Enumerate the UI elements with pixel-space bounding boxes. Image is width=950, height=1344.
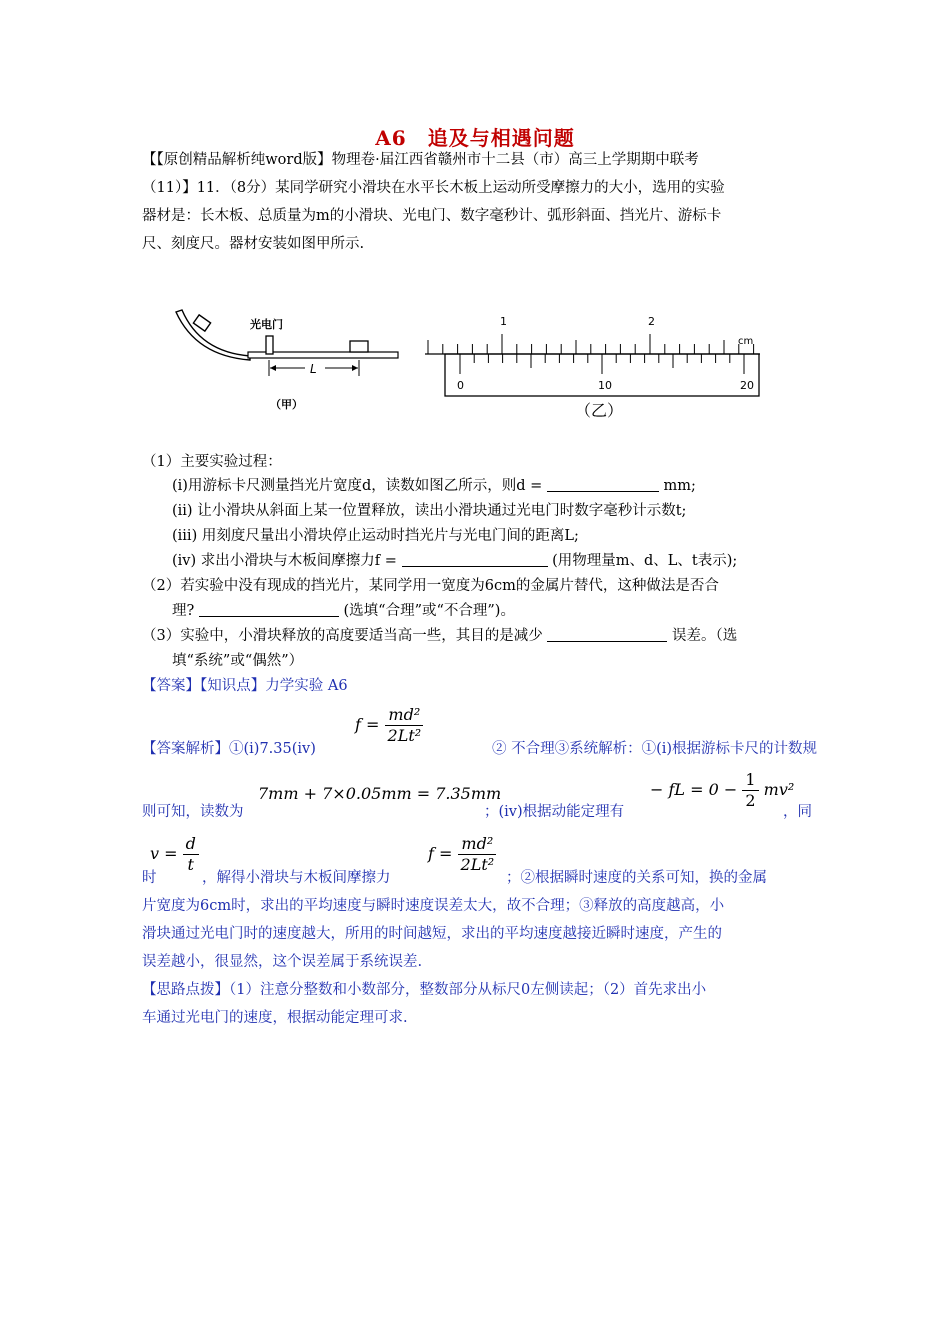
fraction	[183, 834, 199, 875]
formula-reading: 7mm + 7×0.05mm = 7.35mm	[258, 784, 502, 803]
fraction-denominator: 2Lt²	[387, 726, 422, 745]
formula-f-lhs: f =	[355, 715, 380, 734]
answer-line-2-pre: 则可知，读数为	[142, 804, 244, 820]
tips-line-1	[142, 978, 706, 999]
q1-heading: （1）主要实验过程：	[142, 454, 282, 470]
intro-line-4: 尺、刻度尺。器材安装如图甲所示.	[142, 236, 365, 252]
q3-line-2: 填“系统”或“偶然”）	[172, 653, 304, 669]
answer-line-3-post: ；②根据瞬时速度的关系可知，换的金属	[506, 870, 767, 886]
q3-line-1	[142, 624, 737, 645]
fraction-denominator: t	[187, 855, 194, 874]
tips-line-2: 车通过光电门的速度，根据动能定理可求.	[142, 1010, 408, 1026]
intro-line-1: 【【原创精品解析纯word版】物理卷·届江西省赣州市十二县（市）高三上学期期中联考	[142, 152, 699, 168]
answer-line-1b: ② 不合理③系统解析：①(i)根据游标卡尺的计数规	[492, 741, 818, 757]
answer-blank-error	[547, 625, 667, 642]
q2-text: 理?	[172, 603, 195, 619]
unit-label: cm	[738, 336, 754, 347]
main-scale-1: 1	[500, 315, 507, 328]
answer-line-3-pre: 时	[142, 870, 157, 886]
q1-iv-text: (iv) 求出小滑块与木板间摩擦力f =	[172, 553, 397, 569]
velocity-lhs: v =	[150, 844, 178, 863]
analysis-label: 【答案解析】	[142, 741, 229, 757]
intro-line-3: 器材是：长木板、总质量为m的小滑块、光电门、数字毫秒计、弧形斜面、挡光片、游标卡	[142, 208, 722, 224]
answer-blank-reasonable	[199, 600, 339, 617]
q3-tail: 误差。（选	[671, 628, 738, 644]
q2-line-2	[172, 599, 515, 620]
fraction-denominator: 2	[745, 791, 756, 810]
answer-line-2-mid: ；(iv)根据动能定理有	[484, 804, 625, 820]
fraction-numerator: md²	[458, 834, 496, 855]
answer-line-5: 滑块通过光电门时的速度越大，所用的时间越短，求出的平均速度越接近瞬时速度，产生的	[142, 926, 722, 942]
fraction-denominator: 2Lt²	[460, 855, 495, 874]
answer-line-2-post: ，同	[783, 804, 812, 820]
fraction-numerator: d	[183, 834, 199, 855]
q1-iii: (iii) 用刻度尺量出小滑块停止运动时挡光片与光电门间的距离L;	[172, 528, 579, 544]
experiment-figure	[170, 300, 770, 430]
fraction-numerator: 1	[742, 770, 758, 791]
q1-i	[172, 474, 696, 495]
photogate-label: 光电门	[250, 318, 283, 331]
q1-iv	[172, 549, 737, 570]
main-scale-2: 2	[648, 315, 655, 328]
formula-f-lhs: f =	[428, 844, 453, 863]
q2-note: (选填“合理”或“不合理”)。	[343, 603, 515, 619]
energy-rhs: mv²	[763, 780, 795, 799]
formula-friction-bottom	[428, 834, 497, 875]
length-label: L	[310, 362, 317, 376]
vernier-label-0: 0	[457, 379, 464, 392]
formula-energy	[650, 770, 794, 811]
vernier-label-10: 10	[598, 379, 612, 392]
answer-line-6: 误差越小，很显然，这个误差属于系统误差.	[142, 954, 423, 970]
formula-velocity	[150, 834, 199, 875]
fraction	[742, 770, 758, 811]
answer-line-3-mid: ，解得小滑块与木板间摩擦力	[202, 870, 391, 886]
tips-label: 【思路点拨】	[142, 982, 229, 998]
q3-text: （3）实验中，小滑块释放的高度要适当高一些，其目的是减少	[142, 628, 543, 644]
q1-i-text: (i)用游标卡尺测量挡光片宽度d，读数如图乙所示，则d =	[172, 478, 543, 494]
answer-label: 【答案】【知识点】力学实验 A6	[142, 678, 348, 694]
q1-i-unit: mm;	[663, 478, 696, 494]
q1-iv-note: (用物理量m、d、L、t表示);	[552, 553, 738, 569]
answer-blank-d	[547, 475, 659, 492]
answer-blank-f	[402, 550, 548, 567]
vernier-label-20: 20	[740, 379, 754, 392]
intro-line-2: （11）】11．（8分）某同学研究小滑块在水平长木板上运动所受摩擦力的大小，选用的实验	[142, 180, 725, 196]
q1-ii: (ii) 让小滑块从斜面上某一位置释放，读出小滑块通过光电门时数字毫秒计示数t;	[172, 503, 687, 519]
page-title: A6 追及与相遇问题	[375, 126, 575, 150]
vernier-caliper	[425, 315, 760, 420]
vernier-scale-ticks	[460, 354, 744, 374]
photogate	[266, 336, 273, 354]
figure-b-caption: （乙）	[575, 401, 624, 420]
answer-line-1	[142, 737, 316, 758]
fraction	[385, 705, 425, 746]
formula-friction-top	[355, 705, 424, 746]
answer-part-1: ①(i)7.35(iv)	[229, 741, 316, 757]
answer-line-4: 片宽度为6cm时，求出的平均速度与瞬时速度误差太大，故不合理；③释放的高度越高，小	[142, 898, 725, 914]
energy-lhs: − fL = 0 −	[650, 780, 738, 799]
tips-text-1: （1）注意分整数和小数部分，整数部分从标尺0左侧读起；（2）首先求出小	[229, 982, 707, 998]
slider-on-ramp	[193, 315, 210, 331]
main-scale-ticks	[428, 334, 754, 354]
fraction	[458, 834, 498, 875]
q2-line-1: （2）若实验中没有现成的挡光片，某同学用一宽度为6cm的金属片替代，这种做法是否合	[142, 578, 719, 594]
slider-block	[350, 341, 368, 352]
fraction-numerator: md²	[385, 705, 423, 726]
figure-a-apparatus	[176, 310, 398, 411]
figure-a-caption: （甲）	[270, 398, 303, 411]
